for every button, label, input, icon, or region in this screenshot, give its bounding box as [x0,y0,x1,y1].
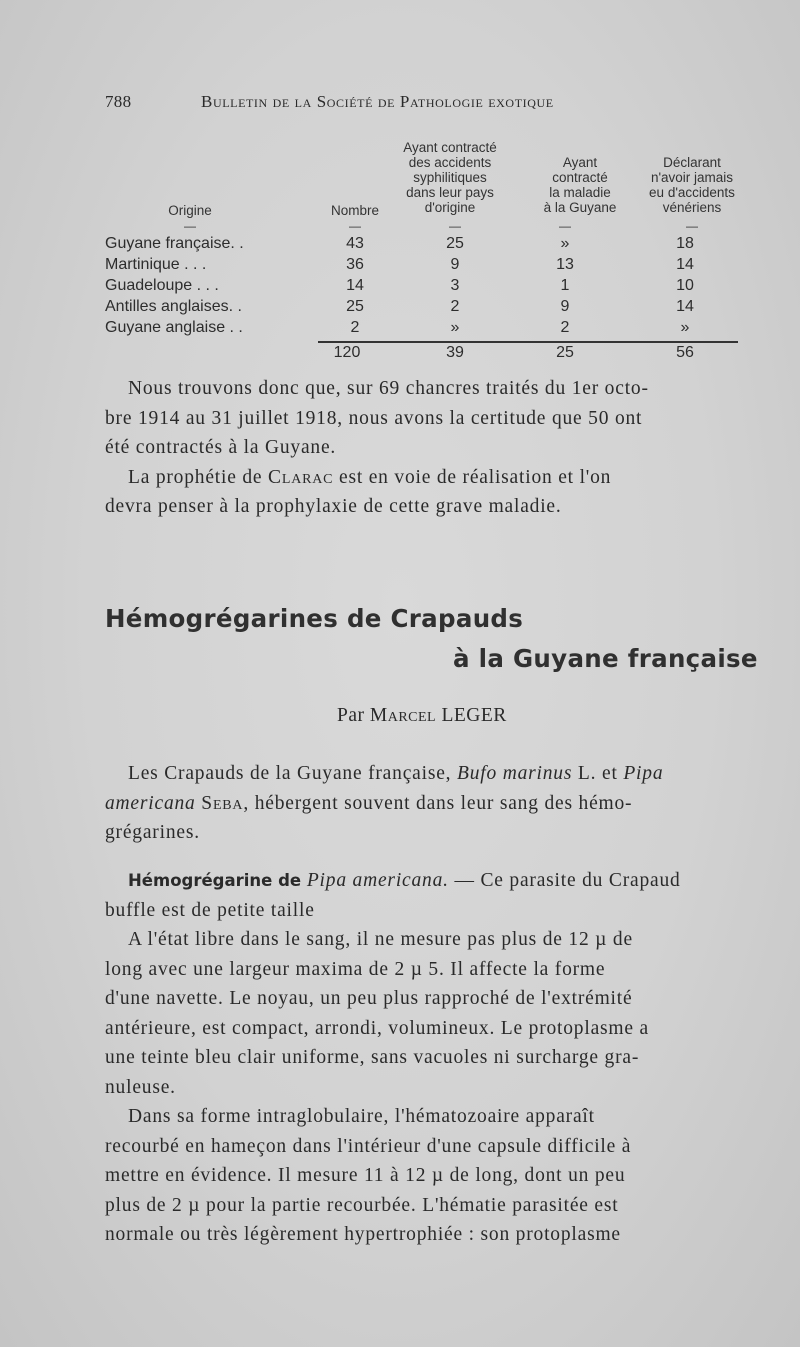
paragraph: Dans sa forme intraglobulaire, l'hématozoaire apparaît recourbé en hameçon dans l'intérieur d'une capsule difficile à mettre en évidence. Il mesure 11 à 12 µ de long, dont un peu plus de 2 µ pour la partie recourbée. L'hématie parasitée est normale ou très légèrement hypertrophiée : son protoplasme [105,1106,632,1245]
header-dash: — [559,219,571,233]
cell-guyane: 13 [556,256,574,273]
paragraph: Hémogrégarine de Pipa americana. — Ce parasite du Crapaud buffle est de petite taille [105,870,681,921]
cell-nombre: 36 [346,256,364,273]
header-dash: — [449,219,461,233]
article-section [105,866,753,1250]
article-title-line2: à la Guyane française [453,644,758,673]
cell-nombre: 2 [350,319,360,336]
col-header-guyane: Ayant contracté la maladie à la Guyane [543,155,617,215]
running-title: Bulletin de la Société de Pathologie exotique [201,92,554,111]
paragraph: Les Crapauds de la Guyane française, Bufo marinus L. et Pipa americana Seba, hébergent souvent dans leur sang des hémo- grégarines. [105,763,664,843]
cell-guyane: 2 [560,319,570,336]
paragraph: Nous trouvons donc que, sur 69 chancres traités du 1er octo- bre 1914 au 31 juillet 1918, nous avons la certitude que 50 ont été contractés à la Guyane. [105,378,649,458]
cell-origin: Antilles anglaises. . [105,298,242,315]
conclusion-text [105,374,753,522]
article-title-line1: Hémogrégarines de Crapauds [105,604,524,633]
cell-origin: Guyane anglaise . . [105,319,243,336]
cell-pays: 25 [446,235,464,252]
cell-pays: 2 [450,298,460,315]
cell-nombre: 25 [346,298,364,315]
cell-declarant: » [680,319,690,336]
cell-nombre: 43 [346,235,364,252]
cell-guyane: » [560,235,570,252]
cell-pays: » [450,319,460,336]
header-dash: — [686,219,698,233]
paragraph: A l'état libre dans le sang, il ne mesure pas plus de 12 µ de long avec une largeur maxima de 2 µ 5. Il affecte la forme d'une navette. Le noyau, un peu plus rapproché de l'extrémité antérieure, est compact, arrondi, volumineux. Le protoplasme a une teinte bleu clair uniforme, sans vacuoles ni surcharge gra- nuleuse. [105,929,649,1098]
cell-origin: Guyane française. . [105,235,244,252]
author-name: Clarac [268,466,334,488]
species-name: Bufo marinus [457,763,573,784]
byline: Par Marcel LEGER [337,705,507,726]
species-name: Pipa [623,763,664,784]
article-body [105,759,753,848]
cell-declarant: 10 [676,277,694,294]
page-number: 788 [105,92,132,111]
col-header-declarant: Déclarant n'avoir jamais eu d'accidents vénériens [649,155,735,215]
col-header-pays: Ayant contracté des accidents syphilitiques dans leur pays d'origine [403,140,497,215]
total-pays: 39 [446,344,464,361]
statistics-table [0,0,800,380]
cell-nombre: 14 [346,277,364,294]
col-header-nombre: Nombre [330,203,379,218]
cell-origin: Martinique . . . [105,256,207,273]
cell-origin: Guadeloupe . . . [105,277,219,294]
cell-declarant: 14 [676,298,694,315]
cell-pays: 9 [450,256,460,273]
cell-declarant: 18 [676,235,694,252]
cell-declarant: 14 [676,256,694,273]
cell-guyane: 1 [560,277,570,294]
header-dash: — [349,219,361,233]
cell-guyane: 9 [560,298,570,315]
total-declarant: 56 [676,344,694,361]
total-nombre: 120 [333,344,361,361]
col-header-origine: Origine [168,203,212,218]
paragraph: La prophétie de Clarac est en voie de réalisation et l'on devra penser à la prophylaxie de cette grave maladie. [105,466,612,517]
section-heading: Hémogrégarine de [128,871,307,890]
cell-pays: 3 [450,277,460,294]
header-dash: — [184,219,196,233]
total-guyane: 25 [556,344,574,361]
